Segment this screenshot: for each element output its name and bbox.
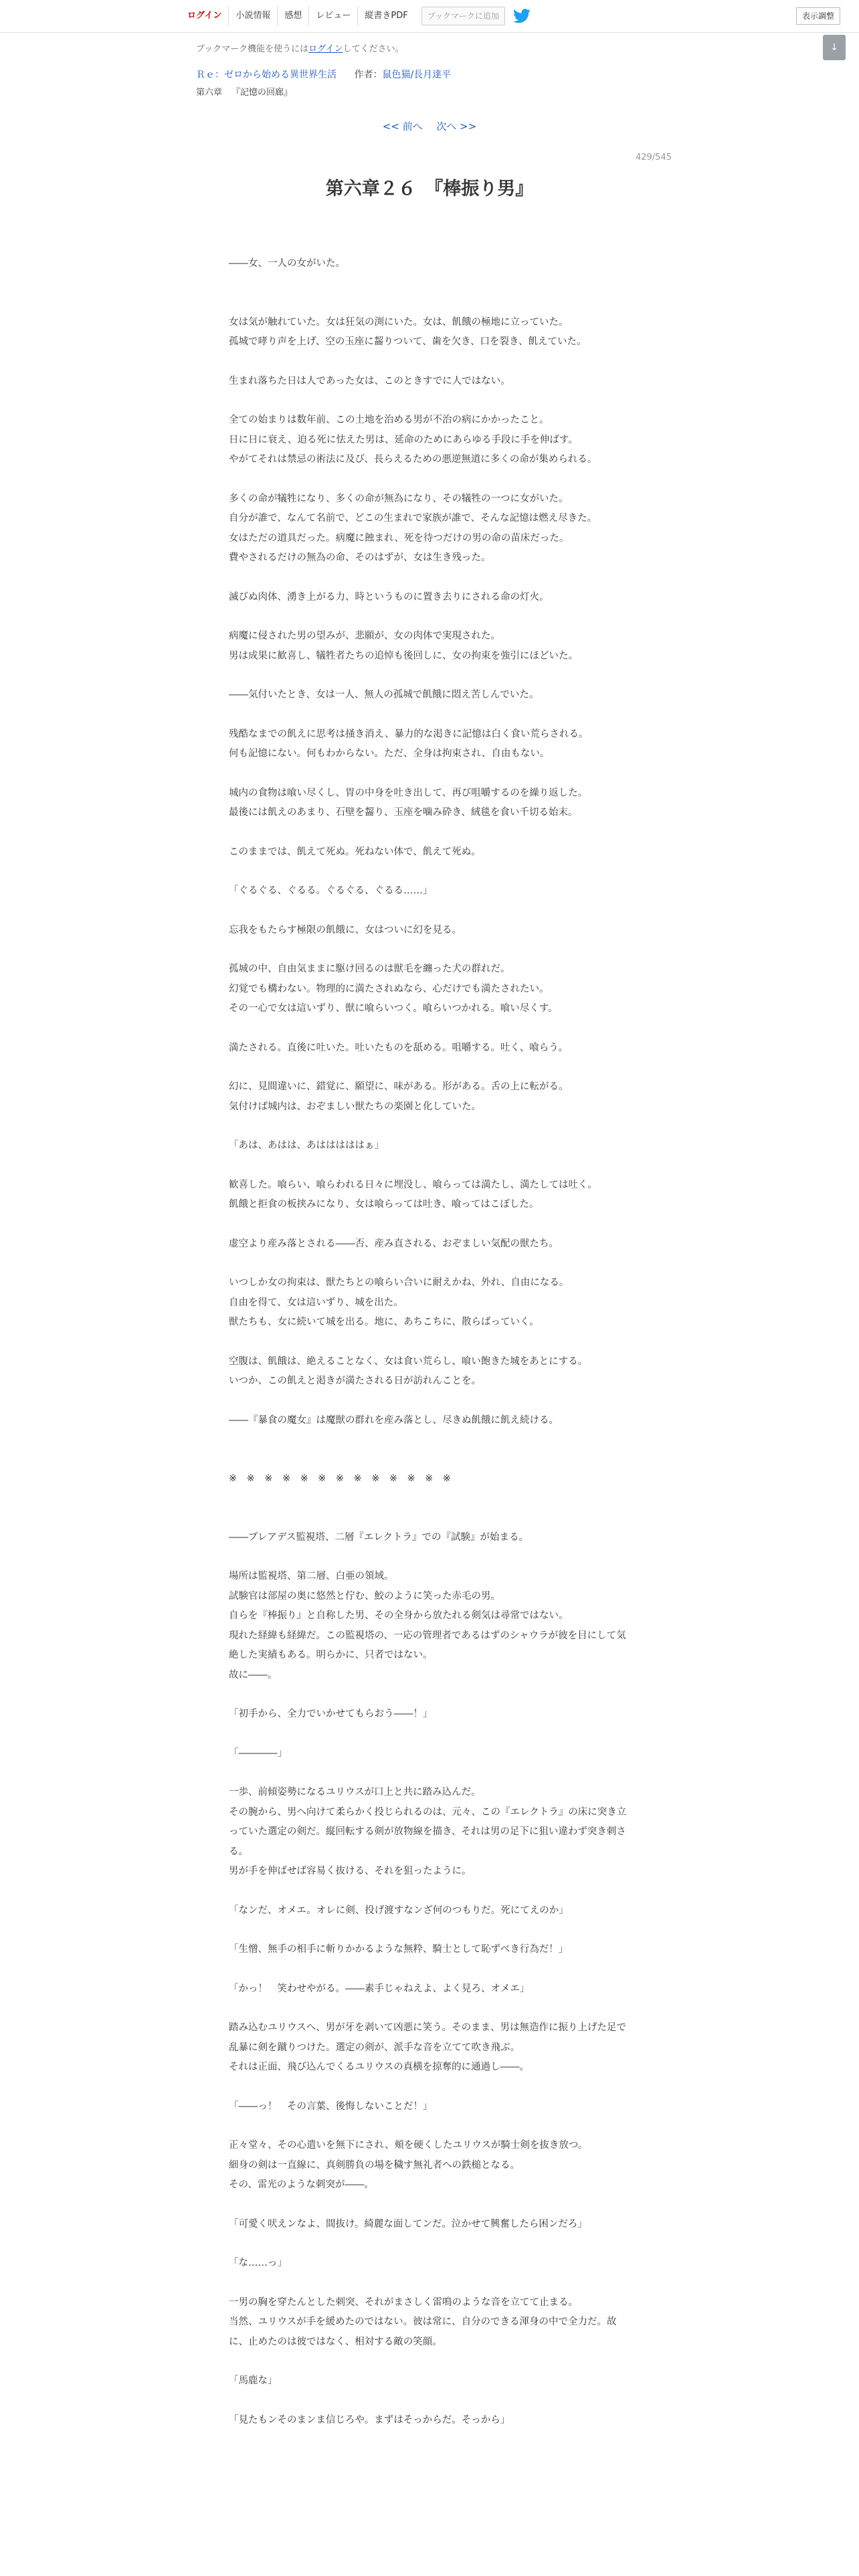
paragraph-gap	[229, 1509, 630, 1528]
paragraph-gap	[229, 1999, 630, 2018]
paragraph-gap	[229, 2274, 630, 2293]
impressions-link[interactable]: 感想	[277, 6, 308, 26]
novel-paragraph: 「――――」	[229, 1747, 287, 1759]
paragraph-gap	[229, 1450, 630, 1469]
bookmark-login-link[interactable]: ログイン	[308, 44, 343, 54]
paragraph-gap	[229, 470, 630, 490]
novel-paragraph: 滅びぬ肉体、湧き上がる力、時というものに置き去りにされる命の灯火。	[229, 591, 549, 603]
paragraph-gap	[229, 1685, 630, 1705]
paragraph-gap	[229, 607, 630, 627]
paragraph-gap	[229, 1215, 630, 1235]
novel-paragraph: 孤城の中、自由気ままに駆け回るのは獣毛を纏った犬の群れだ。	[229, 964, 510, 974]
novel-paragraph: その一心で女は這いずり、獣に喰らいつく。喰らいつかれる。喰い尽くす。	[229, 1003, 558, 1014]
paragraph-gap	[229, 1960, 630, 1979]
novel-paragraph: 自由を得て、女は這いずり、城を出た。	[229, 1297, 403, 1308]
novel-paragraph: 踏み込むユリウスへ、男が牙を剥いて凶悪に笑う。そのまま、男は無造作に振り上げた足で乱暴に剣を蹴りつけた。選定の剣が、派手な音を立てて吹き飛ぶ。	[229, 2022, 627, 2053]
novel-header	[196, 41, 664, 98]
review-link[interactable]: レビュー	[308, 6, 357, 26]
paragraph-gap	[229, 1921, 630, 1940]
top-navigation-bar	[0, 0, 859, 33]
novel-paragraph: 一歩、前傾姿勢になるユリウスが口上と共に踏み込んだ。	[229, 1787, 481, 1798]
novel-paragraph: 自らを『棒振り』と自称した男、その全身から放たれる剣気は尋常ではない。	[229, 1610, 569, 1621]
chapter-label: 第六章	[196, 88, 223, 98]
vertical-pdf-link[interactable]: 縦書きPDF	[357, 6, 414, 26]
novel-paragraph: 生まれ落ちた日は人であった女は、このときすでに人ではない。	[229, 375, 510, 387]
paragraph-gap	[229, 1058, 630, 1077]
novel-paragraph: 飢餓と拒食の板挟みになり、女は喰らっては吐き、喰ってはこぼした。	[229, 1199, 539, 1210]
novel-paragraph: 幻覚でも構わない。物理的に満たされぬなら、心だけでも満たされたい。	[229, 983, 549, 994]
paragraph-gap	[229, 2117, 630, 2136]
login-link[interactable]: ログイン	[187, 11, 222, 21]
novel-paragraph: 「ぐるぐる、ぐるる。ぐるぐる、ぐるる……」	[229, 885, 433, 896]
paragraph-gap	[229, 2078, 630, 2097]
novel-paragraph: 孤城で哮り声を上げ、空の玉座に齧りついて、歯を欠き、口を裂き、飢えていた。	[229, 336, 587, 347]
paragraph-gap	[229, 274, 630, 294]
novel-paragraph: 「な……っ」	[229, 2258, 287, 2268]
paragraph-gap	[229, 1430, 630, 1450]
novel-paragraph: 費やされるだけの無為の命、そのはずが、女は生き残った。	[229, 552, 491, 563]
main-nav	[182, 5, 531, 27]
novel-paragraph: 「なンだ、オメエ。オレに剣、投げ渡すなンざ何のつもりだ。死にてえのか」	[229, 1905, 569, 1916]
novel-paragraph: ――女、一人の女がいた。	[229, 258, 345, 269]
paragraph-gap	[229, 706, 630, 725]
novel-paragraph: ――気付いたとき、女は一人、無人の孤城で飢餓に悶え苦しんでいた。	[229, 689, 539, 700]
bookmark-add-button[interactable]: ブックマークに追加	[421, 7, 505, 25]
novel-paragraph: 残酷なまでの飢えに思考は掻き消え、暴力的な渇きに記憶は白く食い荒らされる。	[229, 728, 589, 740]
paragraph-gap	[229, 1156, 630, 1176]
paragraph-gap	[229, 391, 630, 411]
paragraph-gap	[229, 1392, 630, 1411]
novel-paragraph: 多くの命が犠牲になり、多くの命が無為になり、その犠牲の一つに女がいた。	[229, 493, 569, 504]
novel-paragraph: 男が手を伸ばせば容易く抜ける、それを狙ったように。	[229, 1866, 472, 1876]
novel-paragraph: 男は成果に歓喜し、犠牲者たちの追悼も後回しに、女の拘束を強引にほどいた。	[229, 650, 578, 661]
novel-paragraph: ※ ※ ※ ※ ※ ※ ※ ※ ※ ※ ※ ※ ※	[229, 1473, 451, 1484]
paragraph-gap	[229, 1254, 630, 1273]
paragraph-gap	[229, 823, 630, 843]
paragraph-gap	[229, 764, 630, 784]
novel-paragraph: 「見たもンそのまンま信じろや。まずはそっからだ。そっから」	[229, 2414, 510, 2426]
novel-paragraph: 当然、ユリウスが手を緩めたのではない。彼は常に、自分のできる渾身の中で全力だ。故に、止めたのは彼ではなく、相対する敵の笑顔。	[229, 2317, 617, 2347]
paragraph-gap	[229, 352, 630, 372]
novel-paragraph: 日に日に衰え、迫る死に怯えた男は、延命のためにあらゆる手段に手を伸ばす。	[229, 434, 578, 445]
paragraph-gap	[229, 1725, 630, 1744]
novel-paragraph: やがてそれは禁忌の術法に及び、長らえるための悪逆無道に多くの命が集められる。	[229, 454, 597, 465]
novel-paragraph: 試験官は部屋の奥に悠然と佇む、鮫のように笑った赤毛の男。	[229, 1590, 500, 1602]
novel-body	[229, 254, 630, 2430]
novel-paragraph: 細身の剣は一直線に、真剣勝負の場を穢す無礼者への鉄槌となる。	[229, 2159, 520, 2171]
paragraph-gap	[229, 2195, 630, 2215]
novel-paragraph: ――プレアデス監視塔、二層『エレクトラ』での『試験』が始まる。	[229, 1531, 529, 1543]
bookmark-login-note: ブックマーク機能を使うにはログインしてください。	[196, 44, 404, 54]
paragraph-gap	[229, 940, 630, 960]
novel-paragraph: 何も記憶にない。何もわからない。ただ、全身は拘束され、自由もない。	[229, 748, 550, 759]
novel-paragraph: いつか、この飢えと渇きが満たされる日が訪れんことを。	[229, 1376, 481, 1386]
paragraph-gap	[229, 1547, 630, 1567]
novel-paragraph: 一男の胸を穿たんとした刺突、それがまさしく雷鳴のような音を立てて止まる。	[229, 2296, 578, 2308]
novel-paragraph: 忘我をもたらす極限の飢餓に、女はついに幻を見る。	[229, 924, 462, 936]
prev-page-link[interactable]: << 前へ	[382, 120, 423, 132]
novel-paragraph: 病魔に侵された男の望みが、悲願が、女の肉体で実現された。	[229, 631, 500, 641]
novel-paragraph: 「あは、あはは、あはははははぁ」	[229, 1140, 384, 1151]
novel-paragraph: 「かっ！ 笑わせやがる。――素手じゃねえよ、よく見ろ、オメエ」	[229, 1983, 530, 1994]
novel-paragraph: 自分が誰で、なんて名前で、どこの生まれで家族が誰で、そんな記憶は燃え尽きた。	[229, 513, 597, 524]
novel-paragraph: その腕から、男へ向けて柔らかく投じられるのは、元々、この『エレクトラ』の床に突き立っていた選定の剣だ。縦回転する剣が放物線を描き、それは男の足下に狙い違わず突き刺さる。	[229, 1806, 627, 1857]
paragraph-gap	[229, 666, 630, 685]
paragraph-gap	[229, 901, 630, 921]
paragraph-gap	[229, 1763, 630, 1783]
novel-paragraph: 城内の食物は喰い尽くし、胃の中身を吐き出して、再び咀嚼するのを繰り返した。	[229, 787, 588, 798]
chapter-line	[196, 85, 664, 98]
novel-paragraph: 空腹は、飢餓は、絶えることなく、女は食い荒らし、喰い飽きた城をあとにする。	[229, 1356, 588, 1367]
author-label: 作者：	[354, 70, 383, 80]
novel-paragraph: 「生憎、無手の相手に斬りかかるような無粋、騎士として恥ずべき行為だ！」	[229, 1944, 569, 1955]
paragraph-gap	[229, 862, 630, 881]
author-link[interactable]: 鼠色猫/長月達平	[382, 70, 452, 80]
paragraph-gap	[229, 568, 630, 588]
novel-paragraph: 獣たちも、女に続いて城を出る。地に、あちこちに、散らばっていく。	[229, 1317, 539, 1327]
novel-paragraph: いつしか女の拘束は、獣たちとの喰らい合いに耐えかね、外れ、自由になる。	[229, 1277, 569, 1288]
novel-paragraph: 全ての始まりは数年前、この土地を治める男が不治の病にかかったこと。	[229, 415, 549, 425]
novel-paragraph: 歓喜した。喰らい、喰らわれる日々に埋没し、喰らっては満たし、満たしては吐く。	[229, 1179, 597, 1190]
paragraph-gap	[229, 2391, 630, 2411]
paragraph-gap	[229, 1019, 630, 1039]
next-page-link[interactable]: 次へ >>	[436, 120, 477, 132]
novel-paragraph: 故に――。	[229, 1669, 278, 1681]
paragraph-gap	[229, 294, 630, 313]
chapter-name: 『記憶の回廊』	[231, 88, 293, 98]
novel-paragraph: 満たされる。直後に吐いた。吐いたものを舐める。咀嚼する。吐く、喰らう。	[229, 1042, 569, 1053]
paragraph-gap	[229, 1882, 630, 1901]
novel-paragraph: 幻に、見間違いに、錯覚に、願望に、味がある。形がある。舌の上に転がる。	[229, 1081, 569, 1092]
novel-paragraph: 現れた経緯も経緯だ。この監視塔の、一応の管理者であるはずのシャウラが彼を目にして気絶した実績もある。明らかに、只者ではない。	[229, 1630, 626, 1660]
novel-paragraph: 「――っ！ その言葉、後悔しないことだ！」	[229, 2101, 433, 2112]
novel-paragraph: 「可愛く吠えンなよ、間抜け。綺麗な面してンだ。泣かせて興奮したら困ンだろ」	[229, 2218, 587, 2230]
twitter-icon[interactable]	[513, 9, 531, 23]
paragraph-gap	[229, 2234, 630, 2254]
scroll-down-button[interactable]: ↓	[823, 35, 846, 60]
paragraph-gap	[229, 1333, 630, 1352]
paragraph-gap	[229, 1117, 630, 1136]
novel-paragraph: 最後には飢えのあまり、石壁を齧り、玉座を噛み砕き、絨毯を食い千切る始末。	[229, 807, 578, 818]
novel-paragraph: それは正面、飛び込んでくるユリウスの真横を掠奪的に通過し――。	[229, 2062, 530, 2072]
novel-paragraph: 虚空より産み落とされる――否、産み直される、おぞましい気配の獣たち。	[229, 1238, 559, 1249]
novel-paragraph: このままでは、飢えて死ぬ。死ねない体で、飢えて死ぬ。	[229, 846, 481, 857]
series-title-link[interactable]: Ｒｅ：ゼロから始める異世界生活	[196, 70, 337, 80]
series-line	[196, 68, 664, 81]
novel-info-link[interactable]: 小説情報	[228, 6, 277, 26]
novel-paragraph: 女は気が触れていた。女は狂気の渕にいた。女は、飢餓の極地に立っていた。	[229, 316, 569, 328]
novel-paragraph: 「初手から、全力でいかせてもらおう――！」	[229, 1709, 433, 1719]
novel-paragraph: 女はただの道具だった。病魔に蝕まれ、死を待つだけの男の命の苗床だった。	[229, 532, 569, 544]
novel-paragraph: 場所は監視塔、第二層、白亜の領域。	[229, 1571, 394, 1582]
novel-paragraph: その、雷光のような刺突が――。	[229, 2179, 374, 2190]
display-adjust-button[interactable]: 表示調整	[796, 7, 840, 25]
novel-paragraph: 気付けば城内は、おぞましい獣たちの楽園と化していた。	[229, 1101, 481, 1112]
episode-title: 第六章２６ 『棒振り男』	[325, 179, 534, 199]
paragraph-gap	[229, 1489, 630, 1509]
novel-paragraph: ――『暴食の魔女』は魔獣の群れを産み落とし、尽きぬ飢餓に飢え続ける。	[229, 1414, 559, 1426]
paragraph-gap	[229, 2352, 630, 2371]
novel-paragraph: 正々堂々、その心遣いを無下にされ、頬を硬くしたユリウスが騎士剣を抜き放つ。	[229, 2140, 588, 2151]
pager	[0, 119, 859, 133]
novel-paragraph: 「馬鹿な」	[229, 2375, 278, 2386]
page-count: 429/545	[635, 152, 672, 163]
